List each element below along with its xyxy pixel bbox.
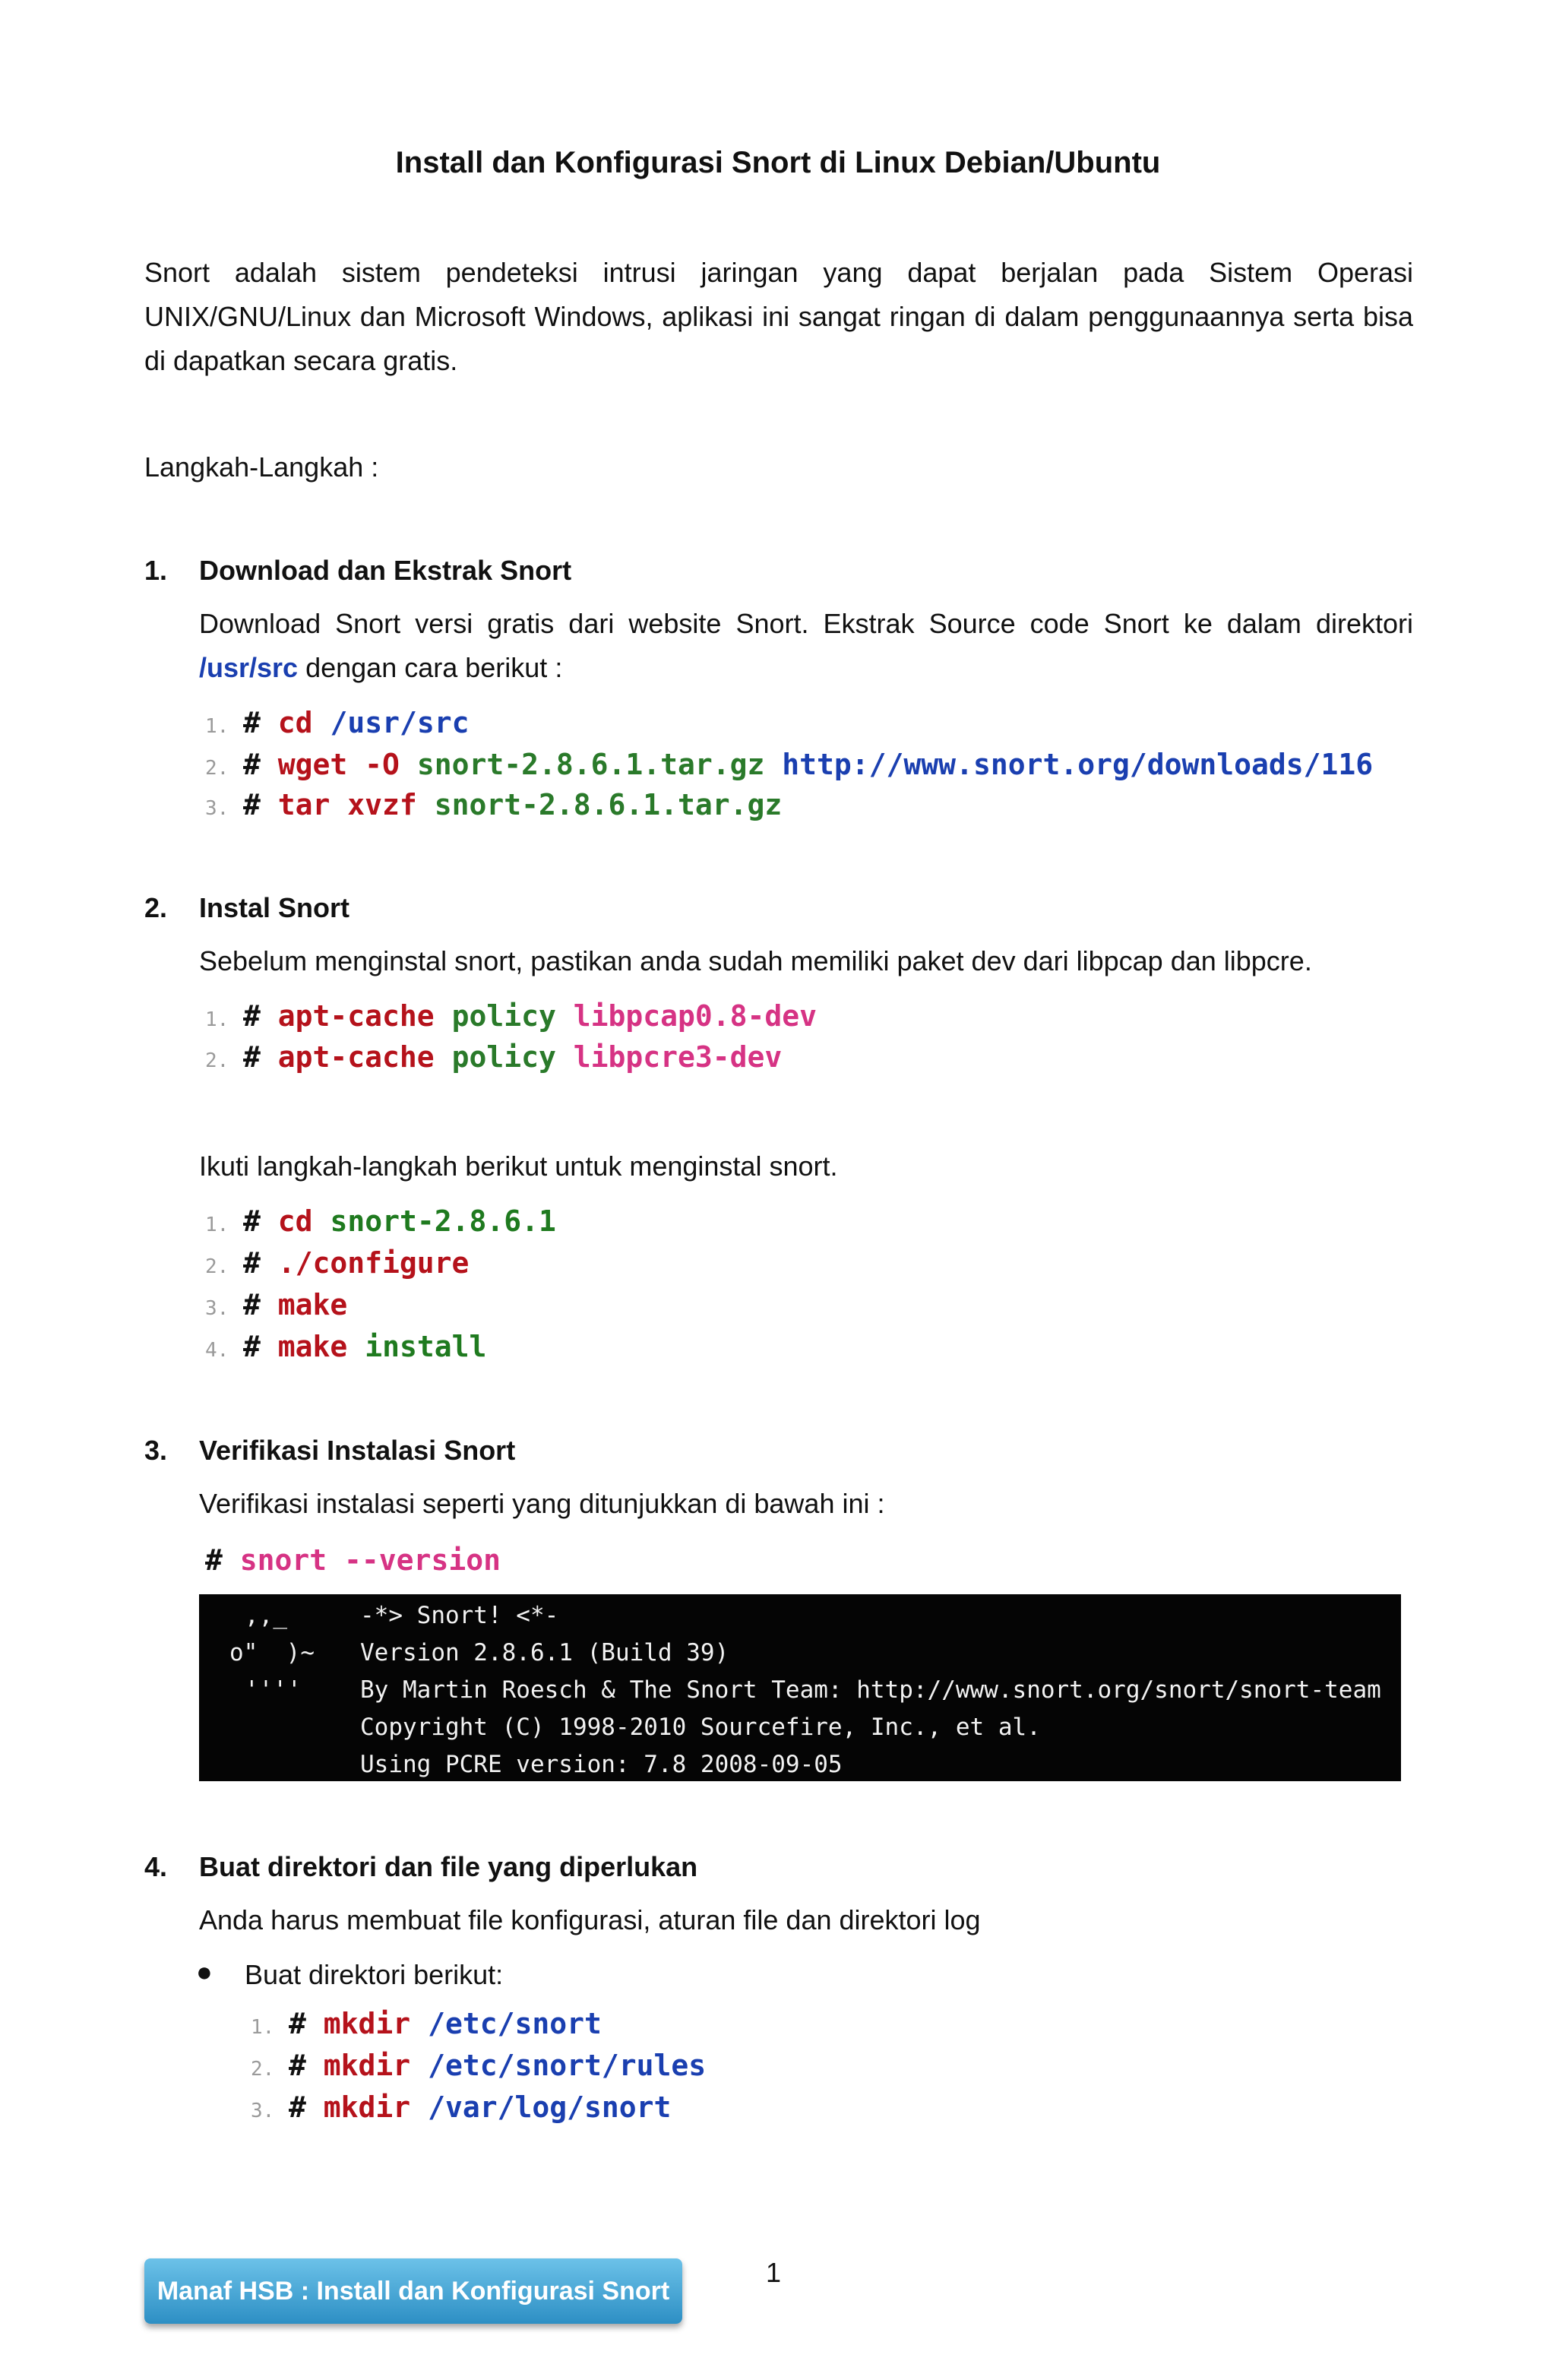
prompt-hash: # xyxy=(243,1246,261,1280)
section-4-code-line xyxy=(251,2003,602,2049)
section-4-number: 4. xyxy=(144,1851,168,1882)
prompt-hash: # xyxy=(289,2049,306,2082)
section-4-title: Buat direktori dan file yang diperlukan xyxy=(199,1851,698,1882)
section-3-command xyxy=(205,1540,501,1581)
command-arg: snort-2.8.6.1.tar.gz xyxy=(434,788,783,821)
prompt-hash: # xyxy=(243,1330,261,1363)
prompt-hash: # xyxy=(243,1040,261,1074)
bullet-icon: ● xyxy=(196,1956,213,1987)
section-3-description: Verifikasi instalasi seperti yang ditunjukkan di bawah ini : xyxy=(199,1488,885,1519)
command: make xyxy=(277,1288,348,1321)
command-arg: snort-2.8.6.1 xyxy=(330,1204,556,1238)
command-arg: /etc/snort/rules xyxy=(428,2049,707,2082)
art-line: o" )~ xyxy=(229,1639,315,1666)
line-number: 3. xyxy=(205,1297,229,1320)
command: apt-cache xyxy=(277,1040,435,1074)
steps-heading: Langkah-Langkah : xyxy=(144,451,379,483)
section-1-description xyxy=(199,602,1413,690)
footer-badge: Manaf HSB : Install dan Konfigurasi Snort xyxy=(144,2258,682,2324)
line-number: 1. xyxy=(251,2016,275,2039)
section-2-code-line xyxy=(205,995,817,1041)
package-name: libpcre3-dev xyxy=(573,1040,783,1074)
section-4-code-line xyxy=(251,2045,706,2090)
command-arg: /var/log/snort xyxy=(428,2090,672,2124)
line-number: 2. xyxy=(205,757,229,780)
section-2-description-2: Ikuti langkah-langkah berikut untuk menginstal snort. xyxy=(199,1150,838,1182)
command: ./configure xyxy=(277,1246,470,1280)
prompt-hash: # xyxy=(243,748,261,781)
prompt-hash: # xyxy=(243,999,261,1033)
line-number: 2. xyxy=(205,1255,229,1278)
line-number: 3. xyxy=(251,2100,275,2122)
section-1-desc-text: Download Snort versi gratis dari website Snort. Ekstrak Source code Snort ke dalam direktori xyxy=(199,608,1413,639)
section-2-install-line xyxy=(205,1284,347,1330)
section-2-code-line xyxy=(205,1037,782,1082)
line-number: 2. xyxy=(251,2058,275,2081)
line-number: 2. xyxy=(205,1049,229,1072)
command-arg: install xyxy=(365,1330,487,1363)
download-url: http://www.snort.org/downloads/116 xyxy=(782,748,1374,781)
art-line: ,,_ xyxy=(245,1602,287,1629)
section-2-install-line xyxy=(205,1201,556,1246)
command: make xyxy=(277,1330,348,1363)
line-number: 3. xyxy=(205,797,229,820)
section-2-install-line xyxy=(205,1326,486,1372)
command: tar xvzf xyxy=(277,788,417,821)
prompt-hash: # xyxy=(289,2090,306,2124)
prompt-hash: # xyxy=(243,706,261,739)
command-arg: snort-2.8.6.1.tar.gz xyxy=(416,748,765,781)
terminal-line: Copyright (C) 1998-2010 Sourcefire, Inc., et al. xyxy=(360,1714,1041,1741)
section-1-code-line xyxy=(205,784,782,830)
command: mkdir xyxy=(323,2007,411,2040)
terminal-line: Using PCRE version: 7.8 2008-09-05 xyxy=(360,1751,843,1778)
section-2-install-line xyxy=(205,1242,469,1288)
line-number: 4. xyxy=(205,1339,229,1362)
art-line: '''' xyxy=(245,1676,302,1704)
prompt-hash: # xyxy=(243,788,261,821)
section-2-number: 2. xyxy=(144,892,168,923)
command-sub: policy xyxy=(451,999,556,1033)
snort-ascii-art xyxy=(229,1597,315,1709)
section-1-number: 1. xyxy=(144,555,168,586)
section-1-desc-after: dengan cara berikut : xyxy=(305,652,563,683)
document-title: Install dan Konfigurasi Snort di Linux Debian/Ubuntu xyxy=(395,146,1161,179)
command-sub: policy xyxy=(451,1040,556,1074)
section-1-code-line xyxy=(205,702,469,748)
line-number: 1. xyxy=(205,1008,229,1031)
prompt-hash: # xyxy=(205,1543,223,1577)
command: wget -O xyxy=(277,748,400,781)
section-1-title: Download dan Ekstrak Snort xyxy=(199,555,572,586)
section-3-number: 3. xyxy=(144,1435,168,1466)
intro-paragraph: Snort adalah sistem pendeteksi intrusi jaringan yang dapat berjalan pada Sistem Operasi UNIX/GNU/Linux dan Microsoft Windows, aplikasi ini sangat ringan di dalam penggunaannya serta bisa di dapatkan secara gratis. xyxy=(144,257,1413,376)
section-3-title: Verifikasi Instalasi Snort xyxy=(199,1435,516,1466)
prompt-hash: # xyxy=(243,1204,261,1238)
package-name: libpcap0.8-dev xyxy=(573,999,818,1033)
prompt-hash: # xyxy=(289,2007,306,2040)
terminal-output xyxy=(199,1594,1401,1781)
command: cd xyxy=(277,1204,313,1238)
command-arg: /etc/snort xyxy=(428,2007,602,2040)
terminal-line: Version 2.8.6.1 (Build 39) xyxy=(360,1639,729,1666)
section-4-code-line xyxy=(251,2087,671,2132)
line-number: 1. xyxy=(205,1214,229,1236)
section-1-code-line xyxy=(205,744,1373,790)
terminal-line: -*> Snort! <*- xyxy=(360,1602,559,1629)
section-2-description: Sebelum menginstal snort, pastikan anda sudah memiliki paket dev dari libpcap dan libpcre. xyxy=(199,945,1312,976)
line-number: 1. xyxy=(205,715,229,738)
command: snort --version xyxy=(239,1543,501,1577)
command: apt-cache xyxy=(277,999,435,1033)
section-4-bullet-text: Buat direktori berikut: xyxy=(245,1959,504,1990)
snort-version-info xyxy=(360,1597,1381,1783)
command-arg: /usr/src xyxy=(330,706,470,739)
command: mkdir xyxy=(323,2049,411,2082)
command: cd xyxy=(277,706,313,739)
command: mkdir xyxy=(323,2090,411,2124)
section-2-title: Instal Snort xyxy=(199,892,350,923)
prompt-hash: # xyxy=(243,1288,261,1321)
section-1-desc-path: /usr/src xyxy=(199,652,299,683)
page-number: 1 xyxy=(766,2257,782,2288)
section-4-description: Anda harus membuat file konfigurasi, aturan file dan direktori log xyxy=(199,1904,981,1935)
terminal-line: By Martin Roesch & The Snort Team: http://www.snort.org/snort/snort-team xyxy=(360,1676,1381,1704)
